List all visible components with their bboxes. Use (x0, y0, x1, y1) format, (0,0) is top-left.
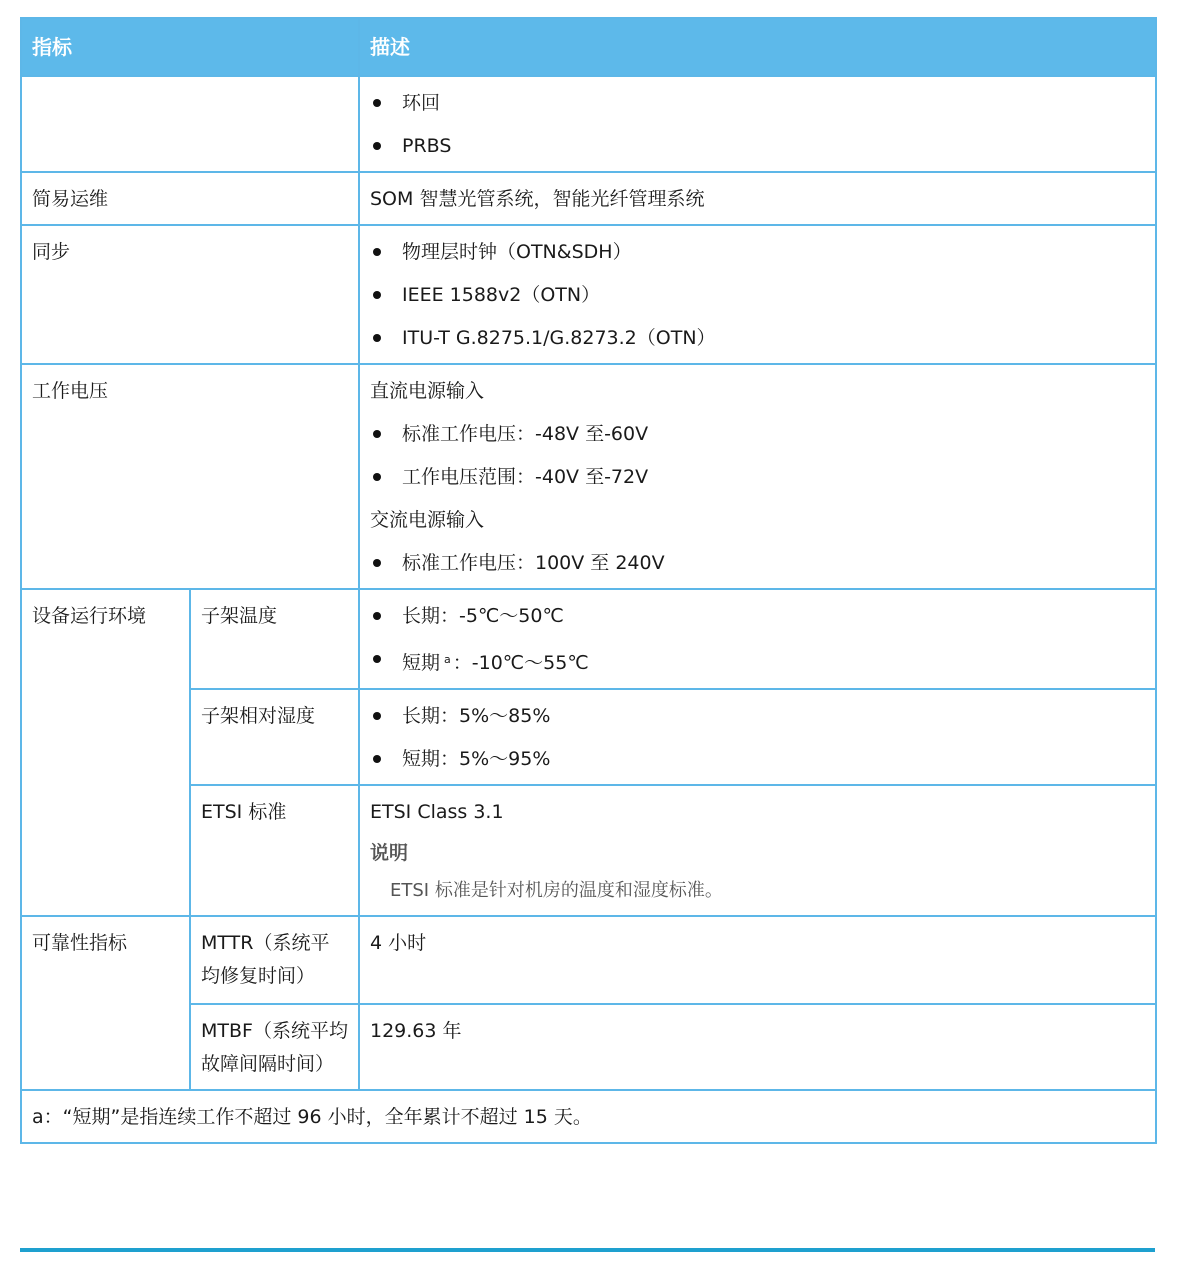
list-item: IEEE 1588v2（OTN） (370, 279, 1145, 312)
row-desc-mtbf: 129.63 年 (359, 1004, 1156, 1090)
footnote: a：“短期”是指连续工作不超过 96 小时，全年累计不超过 15 天。 (21, 1090, 1156, 1143)
list-item (370, 643, 1145, 680)
bullet-list (370, 87, 1145, 163)
row-desc-om: SOM 智慧光管系统，智能光纤管理系统 (359, 172, 1156, 225)
table-row (21, 589, 1156, 689)
note-title: 说明 (370, 842, 409, 864)
row-label-sync: 同步 (21, 225, 359, 364)
list-item: 物理层时钟（OTN&SDH） (370, 236, 1145, 269)
row-label-env: 设备运行环境 (21, 589, 190, 916)
header-indicator: 指标 (21, 18, 359, 76)
row-sublabel-mttr: MTTR（系统平均修复时间） (190, 916, 359, 1004)
bullet-list (370, 418, 1145, 494)
bullet-list (370, 700, 1145, 776)
bullet-list (370, 547, 1145, 580)
row-desc-mttr: 4 小时 (359, 916, 1156, 1004)
row-sublabel-temp: 子架温度 (190, 589, 359, 689)
row-desc-humidity (359, 689, 1156, 785)
note-text: ETSI 标准是针对机房的温度和湿度标准。 (390, 880, 723, 901)
row-desc-loopback (359, 76, 1156, 172)
list-item: 标准工作电压：100V 至 240V (370, 547, 1145, 580)
row-label-voltage: 工作电压 (21, 364, 359, 589)
list-item: 工作电压范围：-40V 至-72V (370, 461, 1145, 494)
row-desc-temp (359, 589, 1156, 689)
bottom-rule (20, 1248, 1155, 1252)
row-label-om: 简易运维 (21, 172, 359, 225)
list-item: 长期：-5℃～50℃ (370, 600, 1145, 633)
row-sublabel-mtbf: MTBF（系统平均故障间隔时间） (190, 1004, 359, 1090)
header-description: 描述 (359, 18, 1156, 76)
short-term-value: ：-10℃～55℃ (452, 652, 589, 674)
table-row (21, 785, 1156, 916)
list-item: PRBS (370, 130, 1145, 163)
table-row (21, 76, 1156, 172)
short-term-label: 短期 (402, 652, 441, 674)
bullet-list (370, 600, 1145, 680)
row-desc-etsi (359, 785, 1156, 916)
dc-input-title: 直流电源输入 (370, 380, 485, 402)
etsi-class: ETSI Class 3.1 (370, 801, 504, 823)
list-item: 长期：5%～85% (370, 700, 1145, 733)
table-row (21, 689, 1156, 785)
table-row (21, 364, 1156, 589)
table-row (21, 1004, 1156, 1090)
table-row (21, 225, 1156, 364)
bullet-list (370, 236, 1145, 355)
spec-table (20, 17, 1157, 1144)
list-item: 标准工作电压：-48V 至-60V (370, 418, 1145, 451)
table-header-row (21, 18, 1156, 76)
row-sublabel-humidity: 子架相对湿度 (190, 689, 359, 785)
row-desc-sync (359, 225, 1156, 364)
row-sublabel-etsi: ETSI 标准 (190, 785, 359, 916)
table-row (21, 916, 1156, 1004)
list-item: ITU-T G.8275.1/G.8273.2（OTN） (370, 322, 1145, 355)
row-desc-voltage (359, 364, 1156, 589)
list-item: 短期：5%～95% (370, 743, 1145, 776)
list-item: 环回 (370, 87, 1145, 120)
table-row (21, 172, 1156, 225)
footnote-marker: a (444, 653, 451, 666)
row-label-reliability: 可靠性指标 (21, 916, 190, 1090)
ac-input-title: 交流电源输入 (370, 509, 485, 531)
table-row (21, 1090, 1156, 1143)
row-label-empty (21, 76, 359, 172)
